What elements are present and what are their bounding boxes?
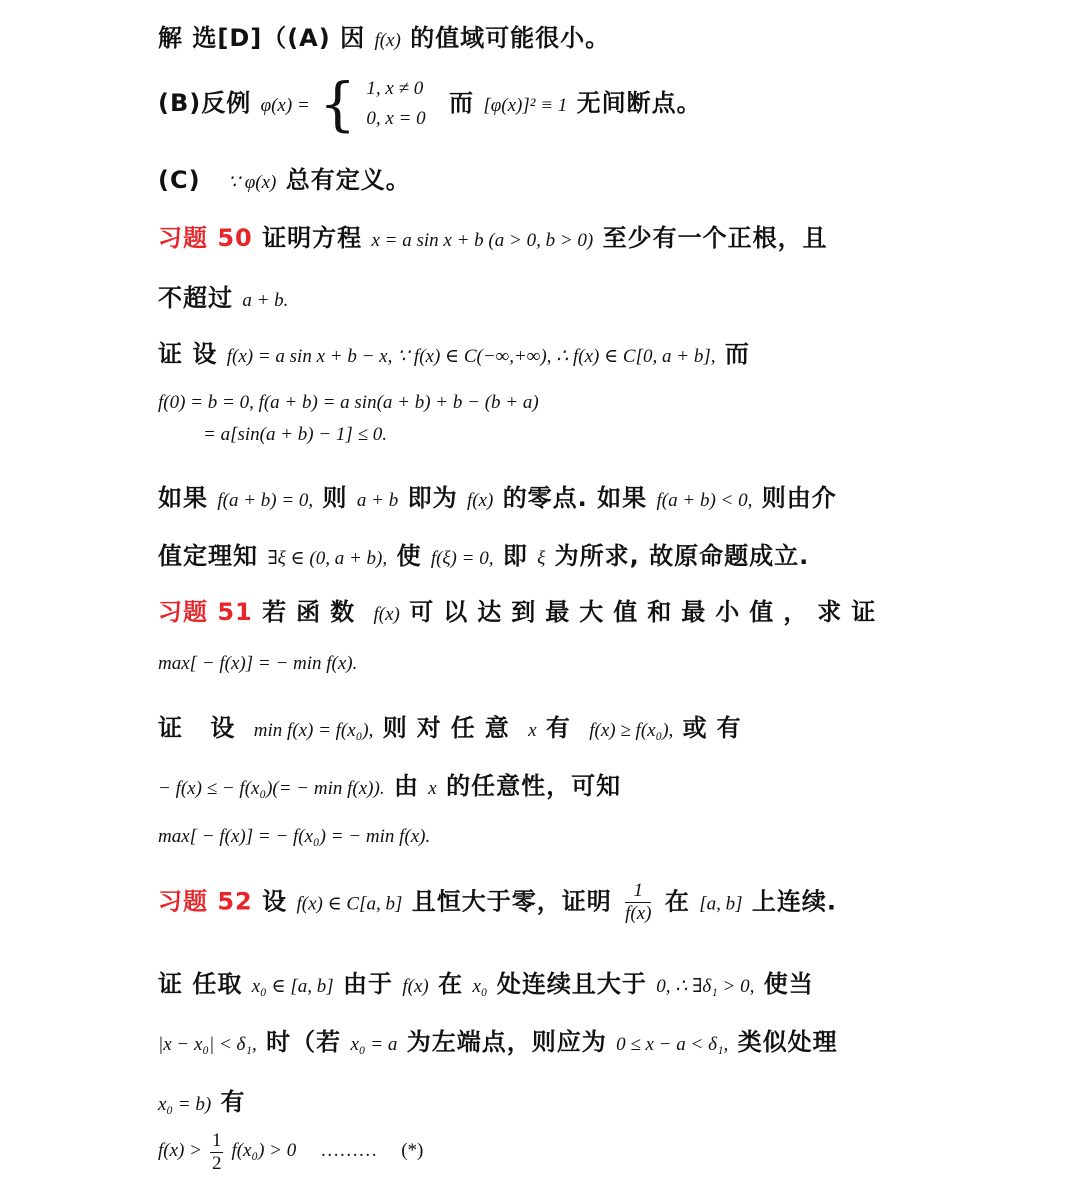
p51-l3: max[ − f(x)] = − f(x₀) = − min f(x). <box>158 826 431 847</box>
p51-a: 证 设 <box>158 714 245 742</box>
proof-52-line-4 <box>158 1130 423 1175</box>
p50-c2e: 即 <box>502 542 528 570</box>
answer-a-tail: 的值域可能很小。 <box>410 24 611 52</box>
p50-c2f: ξ <box>537 548 546 569</box>
p52-d: f(x) <box>402 976 429 997</box>
answer-b-math2: [φ(x)]² ≡ 1 <box>483 95 568 116</box>
ex52-c: 且恒大于零，证明 <box>411 887 612 916</box>
exercise-50-equation: x = a sin x + b (a > 0, b > 0) <box>371 230 594 251</box>
proof-50-eq2: = a[sin(a + b) − 1] ≤ 0. <box>203 424 388 445</box>
p51-g: 或有 <box>682 714 751 742</box>
answer-b-tail: 无间断点。 <box>576 89 702 117</box>
p52-i: 使当 <box>763 970 814 998</box>
p52-l3b: 有 <box>220 1088 246 1116</box>
proof-50-eq-2 <box>203 424 387 446</box>
proof-50-line-1 <box>158 334 750 369</box>
p50-c2g: 为所求, 故原命题成立. <box>554 542 810 570</box>
p52-l2f: 类似处理 <box>737 1028 838 1056</box>
p51-l2d: 的任意性，可知 <box>446 772 622 800</box>
proof-50-eq-1 <box>158 392 539 414</box>
exercise-50-line-2 <box>158 278 288 313</box>
p52-h: 0, ∴ ∃δ₁ > 0, <box>656 976 755 997</box>
p52-l2e: 0 ≤ x − a < δ₁, <box>616 1034 729 1055</box>
exercise-50-tail: 至少有一个正根，且 <box>602 224 828 252</box>
fraction-denominator: f(x) <box>625 903 652 924</box>
p50-c1a: 如果 <box>158 484 208 512</box>
exercise-51-heading <box>158 592 885 627</box>
p52-g: 处连续且大于 <box>496 970 647 998</box>
p52-a: 证 任取 <box>158 970 243 998</box>
exercise-51-math: f(x) <box>373 604 400 625</box>
exercise-50-heading <box>158 218 828 253</box>
fraction-1-over-fx <box>625 880 651 925</box>
half-numerator: 1 <box>211 1130 222 1151</box>
proof-52-line-1 <box>158 964 814 999</box>
p52-l2d: 为左端点，则应为 <box>406 1028 607 1056</box>
p50-c1e: 即为 <box>407 484 458 512</box>
p52-l4c: ……… <box>320 1140 378 1162</box>
exercise-52-label: 习题 52 <box>158 887 253 916</box>
case-1: 1, x ≠ 0 <box>366 78 424 99</box>
exercise-50-l2-text: 不超过 <box>158 284 233 312</box>
p51-f: f(x) ≥ f(x₀), <box>589 720 674 741</box>
p50-c2a: 值定理知 <box>158 542 258 570</box>
proof-50-math: f(x) = a sin x + b − x, ∵ f(x) ∈ C(−∞,+∞), ∴ f(x) ∈ C[0, a + b], <box>226 346 716 367</box>
proof-52-line-3 <box>158 1082 246 1117</box>
case-2: 0, x = 0 <box>366 108 426 129</box>
proof-50-line-4 <box>158 478 837 513</box>
fraction-one-half <box>210 1130 224 1175</box>
exercise-52-heading <box>158 880 837 925</box>
p52-l3a: x₀ = b) <box>158 1094 212 1115</box>
p50-c2d: f(ξ) = 0, <box>430 548 494 569</box>
piecewise-cases <box>366 74 425 134</box>
answer-b-er: 而 <box>449 89 475 117</box>
answer-c-tail: 总有定义。 <box>285 166 411 194</box>
p51-l2c: x <box>428 778 437 799</box>
p51-e: 有 <box>545 714 580 742</box>
p50-c2b: ∃ξ ∈ (0, a + b), <box>267 548 388 569</box>
half-denominator: 2 <box>211 1153 222 1174</box>
proof-50-eq1: f(0) = b = 0, f(a + b) = a sin(a + b) + b − (b + a) <box>158 392 539 413</box>
p52-l2b: 时（若 <box>266 1028 342 1056</box>
p51-d: x <box>528 720 537 741</box>
p52-b: x₀ ∈ [a, b] <box>251 976 334 997</box>
p50-c1g: 的零点. 如果 <box>502 484 648 512</box>
ex52-f: 上连续. <box>751 887 837 916</box>
proof-51-line-2 <box>158 766 621 801</box>
p50-c1i: 则由介 <box>761 484 837 512</box>
exercise-50-text: 证明方程 <box>262 224 363 252</box>
left-brace: { <box>319 70 358 138</box>
p51-c: 则对任意 <box>382 714 519 742</box>
exercise-51-label: 习题 51 <box>158 598 253 626</box>
proof-50-line-5 <box>158 536 809 571</box>
p51-l2b: 由 <box>393 772 419 800</box>
p52-l2a: |x − x₀| < δ₁, <box>158 1034 257 1055</box>
p52-e: 在 <box>438 970 464 998</box>
ex52-e: [a, b] <box>699 893 743 915</box>
p50-c1d: a + b <box>356 490 399 511</box>
p51-l2a: − f(x) ≤ − f(x₀)(= − min f(x)). <box>158 778 385 799</box>
answer-c-math: ∵ φ(x) <box>227 172 277 193</box>
p51-b: min f(x) = f(x₀), <box>253 720 374 741</box>
exercise-51-eq: max[ − f(x)] = − min f(x). <box>158 653 358 674</box>
p52-l4b: f(x₀) > 0 <box>231 1140 297 1162</box>
exercise-50-l2-math: a + b. <box>242 290 289 311</box>
p50-c2c: 使 <box>396 542 422 570</box>
proof-51-line-3 <box>158 826 430 848</box>
ex52-a: 设 <box>262 887 288 916</box>
answer-c-text: (C) <box>158 166 201 194</box>
fraction-numerator: 1 <box>625 880 651 903</box>
answer-b-math: φ(x) = <box>260 95 310 116</box>
exercise-50-label: 习题 50 <box>158 224 253 252</box>
p52-l2c: x₀ = a <box>350 1034 398 1055</box>
ex52-b: f(x) ∈ C[a, b] <box>296 893 403 915</box>
proof-50-intro: 证 设 <box>158 340 218 368</box>
proof-50-er: 而 <box>724 340 750 368</box>
answer-b-text: (B)反例 <box>158 89 252 117</box>
answer-a-text: 解 选[D]（(A) 因 <box>158 24 366 52</box>
proof-52-line-2 <box>158 1022 838 1057</box>
p50-c1c: 则 <box>322 484 348 512</box>
answer-line-c <box>158 160 411 195</box>
p50-c1b: f(a + b) = 0, <box>217 490 314 511</box>
exercise-51-text: 若函数 <box>262 598 365 626</box>
p52-c: 由于 <box>342 970 393 998</box>
answer-line-a <box>158 18 610 53</box>
p50-c1h: f(a + b) < 0, <box>656 490 753 511</box>
exercise-51-equation <box>158 653 357 675</box>
ex52-d: 在 <box>664 887 690 916</box>
answer-line-b <box>158 70 702 138</box>
p52-l4a: f(x) > <box>158 1140 202 1162</box>
p50-c1f: f(x) <box>466 490 494 511</box>
proof-51-line-1 <box>158 708 751 743</box>
p52-l4d: (*) <box>401 1140 424 1162</box>
p52-f: x₀ <box>472 976 488 997</box>
exercise-51-tail: 可以达到最大值和最小值，求证 <box>409 598 886 626</box>
answer-a-math: f(x) <box>374 30 401 51</box>
